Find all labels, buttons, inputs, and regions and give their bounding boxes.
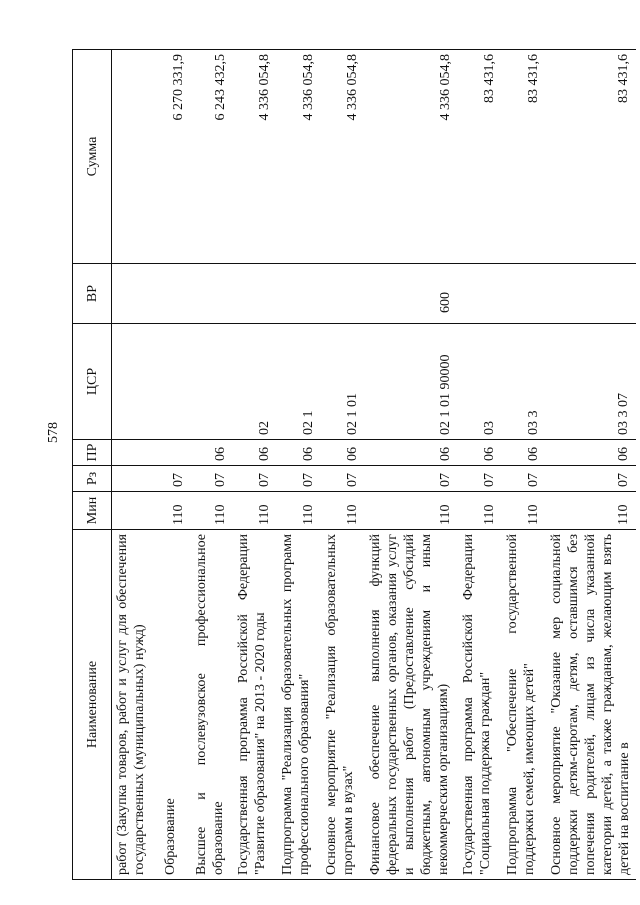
- row-vr: [191, 264, 233, 324]
- row-rz: 07: [365, 466, 458, 492]
- row-rz: 07: [191, 466, 233, 492]
- row-sum: 6 243 432,5: [191, 50, 233, 264]
- table-row: [277, 50, 321, 880]
- row-min: 110: [160, 492, 191, 530]
- row-name: Государственная программа Российской Федерации "Развитие образования" на 2013 - 2020 годы: [233, 530, 277, 880]
- row-pr: 06: [233, 440, 277, 466]
- row-min: 110: [277, 492, 321, 530]
- table-header: [73, 50, 112, 880]
- row-min: [112, 492, 160, 530]
- row-name: Государственная программа Российской Федерации "Социальная поддержка граждан": [458, 530, 502, 880]
- budget-table: [72, 49, 636, 880]
- row-csr: [112, 324, 160, 440]
- row-sum: 4 336 054,8: [365, 50, 458, 264]
- row-vr: [458, 264, 502, 324]
- table-row: [458, 50, 502, 880]
- row-sum: 4 336 054,8: [233, 50, 277, 264]
- table-row: [191, 50, 233, 880]
- row-name: Образование: [160, 530, 191, 880]
- row-name: Финансовое обеспечение выполнения функций федеральных государственных органов, оказания услуг и выполнения работ (Предоставление субсидий бюджетным, автономным учреждениям и иным некоммерческим организациям): [365, 530, 458, 880]
- row-pr: 06: [321, 440, 365, 466]
- row-name: Высшее и послевузовское профессиональное образование: [191, 530, 233, 880]
- row-csr: 03: [458, 324, 502, 440]
- row-name: Подпрограмма "Обеспечение государственной поддержки семей, имеющих детей": [502, 530, 546, 880]
- header-pr: ПР: [73, 440, 112, 466]
- row-csr: [160, 324, 191, 440]
- row-csr: 02 1 01: [321, 324, 365, 440]
- header-csr: ЦСР: [73, 324, 112, 440]
- row-min: 110: [502, 492, 546, 530]
- row-rz: 07: [277, 466, 321, 492]
- rotated-page-content: [72, 50, 632, 880]
- row-pr: 06: [458, 440, 502, 466]
- row-min: 110: [233, 492, 277, 530]
- row-pr: [160, 440, 191, 466]
- header-min: Мин: [73, 492, 112, 530]
- table-row: [233, 50, 277, 880]
- row-min: 110: [191, 492, 233, 530]
- row-rz: [112, 466, 160, 492]
- table-body: [112, 50, 636, 880]
- row-csr: 02 1: [277, 324, 321, 440]
- row-sum: 83 431,6: [502, 50, 546, 264]
- row-sum: 4 336 054,8: [321, 50, 365, 264]
- table-row: [546, 50, 636, 880]
- row-sum: 4 336 054,8: [277, 50, 321, 264]
- row-vr: 600: [365, 264, 458, 324]
- row-name: Основное мероприятие "Оказание мер социальной поддержки детям-сиротам, детям, оставшимся без попечения родителей, лицам из числа указанной категории детей, а также гражданам, желающим взять детей на воспитание в: [546, 530, 636, 880]
- row-min: 110: [321, 492, 365, 530]
- row-vr: [277, 264, 321, 324]
- row-vr: [502, 264, 546, 324]
- row-vr: [546, 264, 636, 324]
- row-rz: 07: [321, 466, 365, 492]
- row-min: 110: [546, 492, 636, 530]
- row-csr: 03 3: [502, 324, 546, 440]
- row-csr: 02: [233, 324, 277, 440]
- row-csr: 03 3 07: [546, 324, 636, 440]
- row-min: 110: [458, 492, 502, 530]
- header-rz: Рз: [73, 466, 112, 492]
- header-name: Наименование: [73, 530, 112, 880]
- row-rz: 07: [546, 466, 636, 492]
- row-name: Основное мероприятие "Реализация образовательных программ в вузах": [321, 530, 365, 880]
- row-min: 110: [365, 492, 458, 530]
- row-pr: 06: [502, 440, 546, 466]
- row-vr: [233, 264, 277, 324]
- row-rz: 07: [458, 466, 502, 492]
- header-vr: ВР: [73, 264, 112, 324]
- table-row: [321, 50, 365, 880]
- row-rz: 07: [502, 466, 546, 492]
- table-row: [502, 50, 546, 880]
- row-name: Подпрограмма "Реализация образовательных программ профессионального образования": [277, 530, 321, 880]
- table-row: [365, 50, 458, 880]
- row-rz: 07: [160, 466, 191, 492]
- row-csr: [191, 324, 233, 440]
- row-pr: [112, 440, 160, 466]
- row-vr: [321, 264, 365, 324]
- table-row: [112, 50, 160, 880]
- row-sum: 83 431,6: [458, 50, 502, 264]
- row-sum: 83 431,6: [546, 50, 636, 264]
- row-pr: 06: [365, 440, 458, 466]
- row-sum: [112, 50, 160, 264]
- row-pr: 06: [546, 440, 636, 466]
- row-sum: 6 270 331,9: [160, 50, 191, 264]
- row-pr: 06: [277, 440, 321, 466]
- page-number: 578: [46, 422, 61, 443]
- row-name: работ (Закупка товаров, работ и услуг для обеспечения государственных (муниципальных) нужд): [112, 530, 160, 880]
- row-pr: 06: [191, 440, 233, 466]
- row-csr: 02 1 01 90000: [365, 324, 458, 440]
- header-row: [73, 50, 112, 880]
- header-sum: Сумма: [73, 50, 112, 264]
- row-vr: [112, 264, 160, 324]
- table-row: [160, 50, 191, 880]
- row-vr: [160, 264, 191, 324]
- row-rz: 07: [233, 466, 277, 492]
